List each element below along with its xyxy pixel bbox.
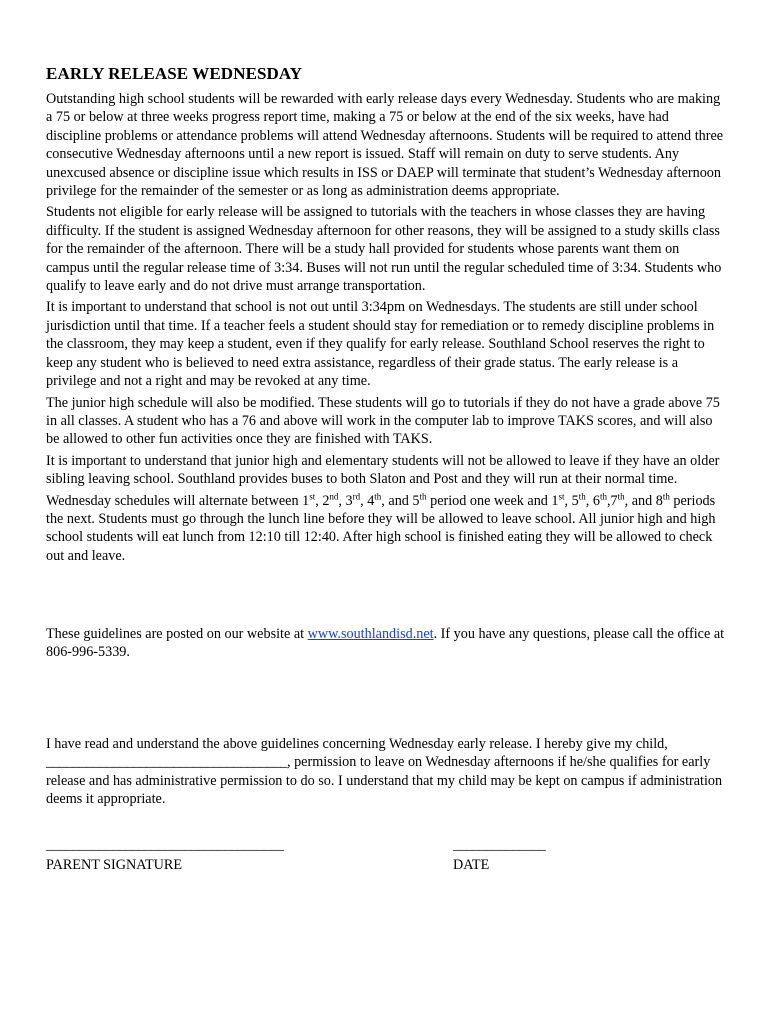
paragraph-not-eligible: Students not eligible for early release will be assigned to tutorials with the teachers in whose classes they are having difficulty. If the student is assigned Wednesday afternoon for other reasons, they will be assigned to a study skills class for the remainder of the afternoon. There will be a study hall provided for students whose parents want them on campus until the regular release time of 3:34. Buses will not run until the regular scheduled time of 3:34. Students who qualify to leave early and do not drive must arrange transportation. [46, 204, 722, 295]
ordinal-suffix: rd [352, 490, 361, 501]
consent-text: , permission to leave on Wednesday afternoons if he/she qualifies for early release and has administrative permission to do so. I understand that my child may be kept on campus if administration deems it appropriate. [46, 754, 723, 808]
ordinal-suffix: th [374, 490, 382, 501]
paragraph-school-jurisdiction: It is important to understand that school is not out until 3:34pm on Wednesdays. The students are still under school jurisdiction until that time. If a teacher feels a student should stay for remediation or to remedy discipline problems in the classroom, they may keep a student, even if they qualify for early release. Southland School reserves the right to keep any student who is believed to need extra assistance, regardless of their grade status. The early release is a privilege and not a right and may be revoked at any time. [46, 299, 715, 390]
schedule-text: , and 8 [624, 492, 663, 509]
paragraph-website [46, 625, 726, 662]
schedule-text: ,7 [606, 492, 618, 509]
ordinal-suffix: st [558, 490, 565, 501]
website-link[interactable]: www.southlandisd.net [307, 626, 434, 642]
paragraph-siblings-buses: It is important to understand that junior high and elementary students will not be allowed to leave if they have an older sibling leaving school. Southland provides buses to both Slaton and Post and they will run at their normal time. [46, 452, 720, 488]
ordinal-suffix: th [578, 490, 586, 501]
ordinal-suffix: nd [329, 490, 339, 501]
ordinal-suffix: th [419, 490, 427, 501]
schedule-text: period one week and 1 [426, 492, 559, 509]
schedule-text: , and 5 [381, 492, 420, 509]
schedule-text: periods the next. Students must go through the lunch line before they will be allowed to leave school. All junior high and high school students will eat lunch from 12:10 till 12:40. After high school is finished eating they will be allowed to check out and leave. [46, 492, 716, 564]
ordinal-suffix: th [599, 490, 607, 501]
schedule-text: , 3 [338, 492, 353, 509]
parent-signature-label: PARENT SIGNATURE [46, 857, 182, 873]
paragraph-early-release-rules: Outstanding high school students will be rewarded with early release days every Wednesday. Students who are making a 75 or below at three weeks progress report time, making a 75 or below at the end of the six weeks, have had discipline problems or attendance problems will attend Wednesday afternoons. Students will be required to attend three consecutive Wednesday afternoons until a new report is issued. Staff will remain on duty to serve students. Any unexcused absence or discipline issue which results in ISS or DAEP will terminate that student’s Wednesday afternoon privilege for the remainder of the semester or as long as administration deems appropriate. [46, 91, 724, 200]
main-text [46, 90, 726, 565]
website-paragraph [46, 625, 726, 662]
parent-signature-line[interactable]: ____________________________________ [46, 838, 284, 853]
child-name-blank[interactable]: ____________________________________ [46, 754, 287, 771]
website-text: . If you have any questions, please call the office at 806-996-5339. [46, 626, 725, 661]
consent-paragraph [46, 735, 726, 809]
paragraph-junior-high: The junior high schedule will also be modified. These students will go to tutorials if they do not have a grade above 75 in all classes. A student who has a 76 and above will work in the computer lab to improve TAKS scores, and will also be allowed to other fun activities once they are finished with TAKS. [46, 394, 720, 448]
date-line[interactable]: ______________ [453, 838, 546, 853]
schedule-text: , 5 [564, 492, 579, 509]
consent-text: I have read and understand the above guidelines concerning Wednesday early release. I hereby give my child, [46, 736, 668, 752]
ordinal-suffix: st [309, 490, 316, 501]
schedule-text: Wednesday schedules will alternate between 1 [46, 492, 310, 509]
schedule-text: , 4 [360, 492, 375, 509]
schedule-text: , 2 [315, 492, 330, 509]
website-text: These guidelines are posted on our website at [46, 626, 308, 642]
paragraph-schedule [46, 492, 726, 566]
document-title: EARLY RELEASE WEDNESDAY [46, 64, 303, 83]
paragraph-consent [46, 735, 726, 809]
date-label: DATE [453, 857, 490, 873]
ordinal-suffix: th [662, 490, 670, 501]
schedule-text: , 6 [585, 492, 600, 509]
ordinal-suffix: th [617, 490, 625, 501]
